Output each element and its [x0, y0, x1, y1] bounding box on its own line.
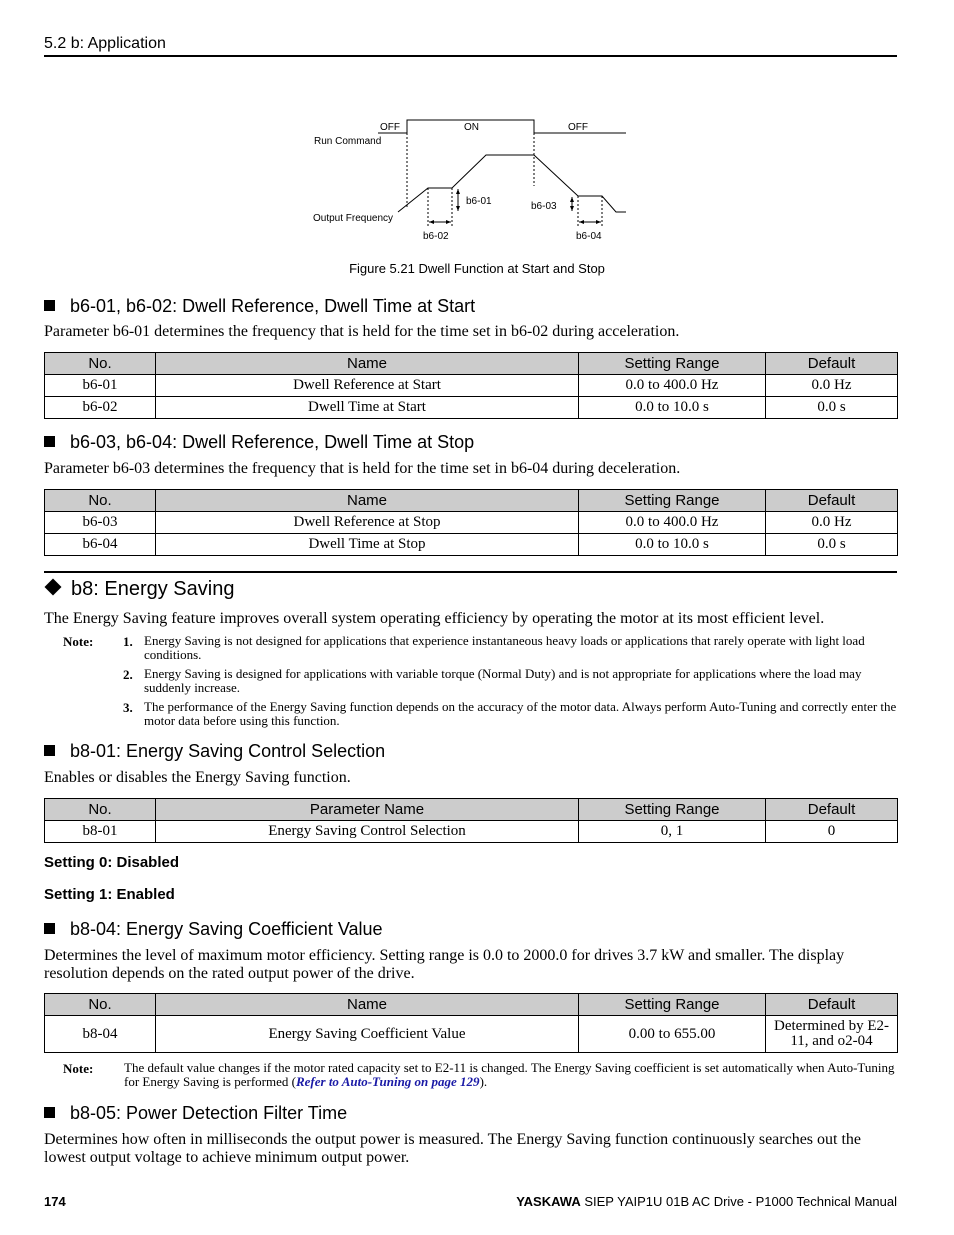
note-number: 2. [123, 667, 133, 682]
table-b6-03 [44, 489, 898, 556]
section-heading-b8-01: b8-01: Energy Saving Control Selection [44, 741, 385, 762]
table-cell: b8-01 [45, 821, 156, 843]
table-cell: 0.0 Hz [766, 512, 898, 534]
on-label: ON [464, 122, 479, 133]
table-header-row [45, 490, 898, 512]
section-heading-b8: b8: Energy Saving [44, 578, 234, 601]
column-header: Setting Range [579, 994, 766, 1016]
auto-tuning-reference-link[interactable]: Refer to Auto-Tuning on page 129 [295, 1074, 480, 1089]
off-right-label: OFF [568, 122, 588, 133]
table-cell: 0, 1 [579, 821, 766, 843]
square-bullet-icon [44, 300, 55, 311]
table-cell: Dwell Reference at Stop [156, 512, 579, 534]
page-number: 174 [44, 1194, 66, 1209]
section-heading-b6-01: b6-01, b6-02: Dwell Reference, Dwell Time at Start [44, 296, 475, 317]
paragraph-b8: The Energy Saving feature improves overall system operating efficiency by operating the motor at its most efficient level. [44, 610, 825, 627]
note-text: The performance of the Energy Saving function depends on the accuracy of the motor data. Always perform Auto-Tuning and correctly enter the motor data before using this function. [144, 699, 897, 728]
table-b8-04 [44, 993, 898, 1053]
section-heading-b8-05: b8-05: Power Detection Filter Time [44, 1103, 347, 1124]
table-cell: Determined by E2-11, and o2-04 [766, 1016, 898, 1053]
table-header-row [45, 353, 898, 375]
figure-caption: Figure 5.21 Dwell Function at Start and Stop [349, 261, 605, 276]
b6-03-label: b6-03 [531, 201, 557, 212]
table-cell: 0.0 s [766, 534, 898, 556]
square-bullet-icon [44, 436, 55, 447]
setting-1-heading: Setting 1: Enabled [44, 886, 175, 903]
setting-0-heading: Setting 0: Disabled [44, 854, 180, 871]
b6-02-label: b6-02 [423, 231, 449, 242]
table-b6-01 [44, 352, 898, 419]
table-cell: 0.0 to 10.0 s [579, 534, 766, 556]
table-cell: 0.00 to 655.00 [579, 1016, 766, 1053]
dwell-timing-diagram [300, 108, 640, 248]
paragraph-b8-04: Determines the level of maximum motor efficiency. Setting range is 0.0 to 2000.0 for drives 3.7 kW and smaller. The display resolution depends on the rated output power of the drive. [44, 947, 845, 982]
table-b8-01 [44, 798, 898, 843]
b6-01-label: b6-01 [466, 196, 492, 207]
output-frequency-curve [398, 155, 626, 212]
table-cell: Dwell Reference at Start [156, 375, 579, 397]
square-bullet-icon [44, 923, 55, 934]
header-rule [44, 55, 897, 57]
table-header-row [45, 994, 898, 1016]
column-header: Setting Range [579, 353, 766, 375]
column-header: No. [45, 799, 156, 821]
section-heading-b6-03: b6-03, b6-04: Dwell Reference, Dwell Time at Stop [44, 432, 474, 453]
table-row [45, 1016, 898, 1053]
run-command-signal [378, 120, 626, 133]
footer-manual-title [516, 1194, 897, 1209]
note-text: Energy Saving is not designed for applications that experience instantaneous heavy loads or applications that rarely operate with light load conditions. [144, 633, 865, 662]
note-number: 1. [123, 634, 133, 649]
note-text: The default value changes if the motor rated capacity set to E2-11 is changed. The Energy Saving coefficient is set automatically when Auto-Tuning for Energy Saving is performed (Refer to Auto-Tuning on page 129). [124, 1060, 895, 1089]
square-bullet-icon [44, 1107, 55, 1118]
paragraph-b6-03: Parameter b6-03 determines the frequency that is held for the time set in b6-04 during deceleration. [44, 460, 681, 477]
column-header: Default [766, 799, 898, 821]
column-header: No. [45, 490, 156, 512]
section-rule [44, 571, 897, 573]
column-header: Name [156, 994, 579, 1016]
column-header: Parameter Name [156, 799, 579, 821]
column-header: Default [766, 490, 898, 512]
table-cell: 0.0 s [766, 397, 898, 419]
square-bullet-icon [44, 745, 55, 756]
b6-04-label: b6-04 [576, 231, 602, 242]
table-cell: b6-01 [45, 375, 156, 397]
diamond-bullet-icon [45, 579, 62, 596]
table-row [45, 397, 898, 419]
table-row [45, 821, 898, 843]
table-row [45, 375, 898, 397]
column-header: No. [45, 994, 156, 1016]
footer-manual-name: SIEP YAIP1U 01B AC Drive - P1000 Technical Manual [580, 1194, 897, 1209]
table-cell: 0.0 to 400.0 Hz [579, 375, 766, 397]
column-header: Name [156, 353, 579, 375]
table-cell: Dwell Time at Stop [156, 534, 579, 556]
table-header-row [45, 799, 898, 821]
footer-brand: YASKAWA [516, 1194, 581, 1209]
note-number: 3. [123, 700, 133, 715]
column-header: Default [766, 353, 898, 375]
note-text: Energy Saving is designed for applications with variable torque (Normal Duty) and is not appropriate for applications where the load may suddenly increase. [144, 666, 862, 695]
table-row [45, 534, 898, 556]
table-cell: b6-02 [45, 397, 156, 419]
column-header: Name [156, 490, 579, 512]
paragraph-b6-01: Parameter b6-01 determines the frequency that is held for the time set in b6-02 during acceleration. [44, 323, 680, 340]
note-label: Note: [63, 1061, 94, 1076]
column-header: No. [45, 353, 156, 375]
table-cell: b6-03 [45, 512, 156, 534]
off-left-label: OFF [380, 122, 400, 133]
run-command-label: Run Command [314, 136, 382, 147]
note-label: Note: [63, 634, 94, 649]
column-header: Default [766, 994, 898, 1016]
table-row [45, 512, 898, 534]
paragraph-b8-05: Determines how often in milliseconds the output power is measured. The Energy Saving function continuously searches out the lowest output voltage to achieve minimum output power. [44, 1131, 862, 1166]
table-cell: 0.0 to 400.0 Hz [579, 512, 766, 534]
section-heading-b8-04: b8-04: Energy Saving Coefficient Value [44, 919, 383, 940]
table-cell: 0 [766, 821, 898, 843]
table-cell: Energy Saving Coefficient Value [156, 1016, 579, 1053]
column-header: Setting Range [579, 799, 766, 821]
table-cell: Energy Saving Control Selection [156, 821, 579, 843]
paragraph-b8-01: Enables or disables the Energy Saving function. [44, 769, 351, 786]
column-header: Setting Range [579, 490, 766, 512]
table-cell: 0.0 to 10.0 s [579, 397, 766, 419]
section-header: 5.2 b: Application [44, 35, 166, 52]
table-cell: b6-04 [45, 534, 156, 556]
table-cell: b8-04 [45, 1016, 156, 1053]
table-cell: 0.0 Hz [766, 375, 898, 397]
table-cell: Dwell Time at Start [156, 397, 579, 419]
output-frequency-label: Output Frequency [313, 213, 394, 224]
